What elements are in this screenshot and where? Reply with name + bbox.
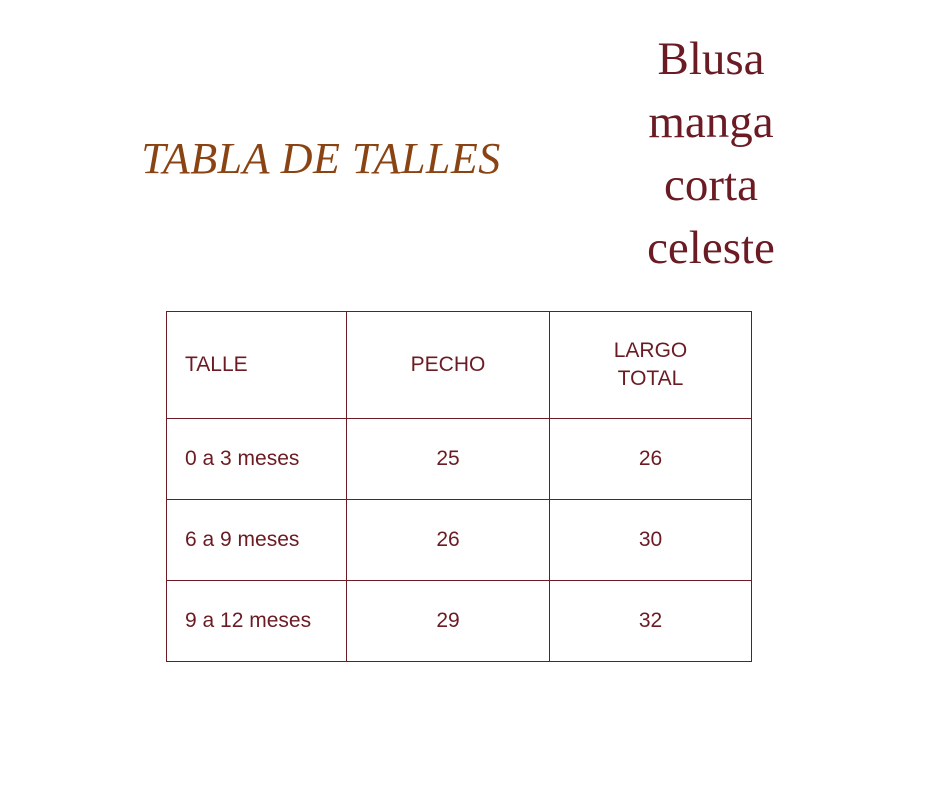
cell-talle: 9 a 12 meses	[167, 581, 347, 662]
table-row	[167, 581, 752, 662]
cell-pecho: 29	[347, 581, 550, 662]
table-header-row	[167, 312, 752, 419]
table-row	[167, 500, 752, 581]
cell-talle: 6 a 9 meses	[167, 500, 347, 581]
cell-largo-total: 26	[550, 419, 752, 500]
cell-talle: 0 a 3 meses	[167, 419, 347, 500]
cell-pecho: 26	[347, 500, 550, 581]
cell-largo-total: 32	[550, 581, 752, 662]
table-header-largo-line-1: LARGO	[613, 339, 688, 362]
table-header-pecho: PECHO	[347, 312, 550, 419]
product-title-line-4: celeste	[647, 222, 775, 274]
cell-largo-total: 30	[550, 500, 752, 581]
table-header-largo-line-2: TOTAL	[617, 367, 684, 390]
table-header-largo-total	[550, 312, 752, 419]
product-title-line-1: Blusa	[657, 33, 765, 85]
table-header-talle: TALLE	[167, 312, 347, 419]
table-row	[167, 419, 752, 500]
product-title-line-3: corta	[664, 159, 758, 211]
size-table	[166, 311, 752, 662]
product-title-line-2: manga	[648, 96, 774, 148]
cell-pecho: 25	[347, 419, 550, 500]
product-title	[600, 28, 822, 280]
page-title-left: TABLA DE TALLES	[141, 134, 501, 183]
